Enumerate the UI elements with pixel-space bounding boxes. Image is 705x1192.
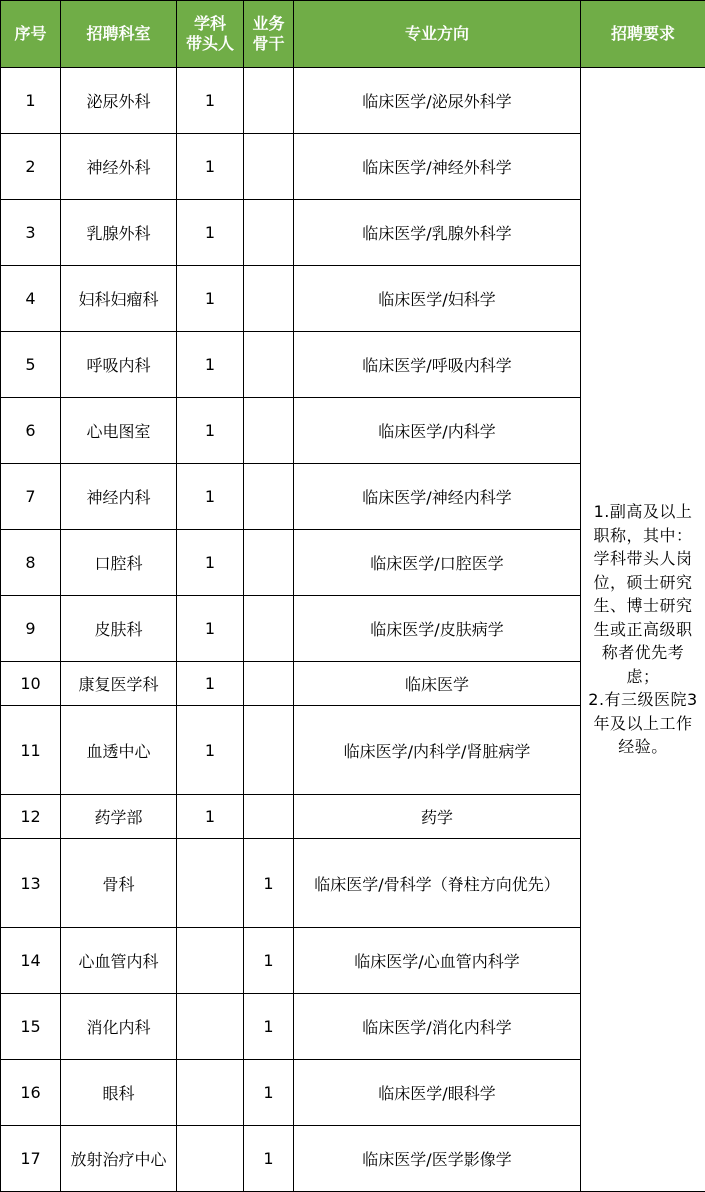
cell-no: 8 bbox=[1, 530, 61, 596]
cell-no: 10 bbox=[1, 662, 61, 706]
cell-no: 5 bbox=[1, 332, 61, 398]
cell-backbone: 1 bbox=[244, 928, 294, 994]
cell-dept: 神经内科 bbox=[61, 464, 177, 530]
cell-leader bbox=[177, 994, 244, 1060]
cell-dept: 呼吸内科 bbox=[61, 332, 177, 398]
cell-leader: 1 bbox=[177, 530, 244, 596]
cell-leader bbox=[177, 1060, 244, 1126]
cell-no: 12 bbox=[1, 795, 61, 839]
requirement-line: 职称，其中： bbox=[583, 524, 703, 548]
cell-leader: 1 bbox=[177, 662, 244, 706]
cell-dept: 药学部 bbox=[61, 795, 177, 839]
cell-dept: 放射治疗中心 bbox=[61, 1126, 177, 1192]
header-no: 序号 bbox=[1, 1, 61, 68]
requirement-line: 2.有三级医院3 bbox=[583, 688, 703, 712]
requirement-line: 1.副高及以上 bbox=[583, 500, 703, 524]
cell-dept: 康复医学科 bbox=[61, 662, 177, 706]
cell-dept: 心血管内科 bbox=[61, 928, 177, 994]
requirement-line: 称者优先考 bbox=[583, 641, 703, 665]
cell-no: 17 bbox=[1, 1126, 61, 1192]
cell-no: 15 bbox=[1, 994, 61, 1060]
cell-no: 7 bbox=[1, 464, 61, 530]
cell-leader: 1 bbox=[177, 398, 244, 464]
cell-no: 13 bbox=[1, 839, 61, 928]
cell-dept: 消化内科 bbox=[61, 994, 177, 1060]
header-dept: 招聘科室 bbox=[61, 1, 177, 68]
cell-dept: 骨科 bbox=[61, 839, 177, 928]
cell-no: 4 bbox=[1, 266, 61, 332]
header-backbone-line1: 业务 bbox=[244, 14, 293, 34]
cell-leader: 1 bbox=[177, 134, 244, 200]
requirement-line: 位，硕士研究 bbox=[583, 571, 703, 595]
table-row bbox=[1, 68, 705, 134]
cell-major: 临床医学/妇科学 bbox=[294, 266, 581, 332]
cell-no: 9 bbox=[1, 596, 61, 662]
cell-major: 临床医学/眼科学 bbox=[294, 1060, 581, 1126]
header-backbone-line2: 骨干 bbox=[244, 34, 293, 54]
header-leader bbox=[177, 1, 244, 68]
cell-backbone bbox=[244, 795, 294, 839]
cell-backbone bbox=[244, 134, 294, 200]
cell-major: 临床医学 bbox=[294, 662, 581, 706]
cell-backbone bbox=[244, 200, 294, 266]
cell-major: 临床医学/泌尿外科学 bbox=[294, 68, 581, 134]
requirement-line: 经验。 bbox=[583, 735, 703, 759]
cell-backbone: 1 bbox=[244, 1060, 294, 1126]
cell-backbone bbox=[244, 530, 294, 596]
cell-backbone bbox=[244, 266, 294, 332]
cell-backbone bbox=[244, 332, 294, 398]
cell-dept: 妇科妇瘤科 bbox=[61, 266, 177, 332]
cell-leader bbox=[177, 839, 244, 928]
cell-leader: 1 bbox=[177, 706, 244, 795]
cell-dept: 乳腺外科 bbox=[61, 200, 177, 266]
cell-no: 3 bbox=[1, 200, 61, 266]
cell-no: 11 bbox=[1, 706, 61, 795]
cell-leader bbox=[177, 1126, 244, 1192]
cell-major: 临床医学/内科学/肾脏病学 bbox=[294, 706, 581, 795]
cell-dept: 血透中心 bbox=[61, 706, 177, 795]
cell-dept: 眼科 bbox=[61, 1060, 177, 1126]
cell-backbone bbox=[244, 596, 294, 662]
cell-major: 临床医学/乳腺外科学 bbox=[294, 200, 581, 266]
cell-backbone: 1 bbox=[244, 839, 294, 928]
cell-major: 临床医学/医学影像学 bbox=[294, 1126, 581, 1192]
cell-dept: 泌尿外科 bbox=[61, 68, 177, 134]
header-row bbox=[1, 1, 705, 68]
cell-major: 临床医学/口腔医学 bbox=[294, 530, 581, 596]
cell-backbone: 1 bbox=[244, 1126, 294, 1192]
header-leader-line1: 学科 bbox=[177, 14, 243, 34]
cell-dept: 神经外科 bbox=[61, 134, 177, 200]
header-backbone bbox=[244, 1, 294, 68]
cell-no: 14 bbox=[1, 928, 61, 994]
cell-leader: 1 bbox=[177, 200, 244, 266]
cell-backbone: 1 bbox=[244, 994, 294, 1060]
cell-leader: 1 bbox=[177, 68, 244, 134]
cell-backbone bbox=[244, 464, 294, 530]
cell-no: 16 bbox=[1, 1060, 61, 1126]
cell-no: 2 bbox=[1, 134, 61, 200]
cell-major: 临床医学/消化内科学 bbox=[294, 994, 581, 1060]
requirement-line: 年及以上工作 bbox=[583, 712, 703, 736]
cell-major: 临床医学/内科学 bbox=[294, 398, 581, 464]
cell-backbone bbox=[244, 398, 294, 464]
cell-dept: 皮肤科 bbox=[61, 596, 177, 662]
cell-backbone bbox=[244, 706, 294, 795]
cell-major: 临床医学/神经外科学 bbox=[294, 134, 581, 200]
cell-leader bbox=[177, 928, 244, 994]
requirement-cell bbox=[581, 68, 705, 1192]
cell-major: 临床医学/神经内科学 bbox=[294, 464, 581, 530]
requirement-line: 虑； bbox=[583, 665, 703, 689]
cell-backbone bbox=[244, 662, 294, 706]
cell-leader: 1 bbox=[177, 795, 244, 839]
cell-leader: 1 bbox=[177, 464, 244, 530]
header-major: 专业方向 bbox=[294, 1, 581, 68]
cell-leader: 1 bbox=[177, 596, 244, 662]
header-requirement: 招聘要求 bbox=[581, 1, 705, 68]
cell-no: 1 bbox=[1, 68, 61, 134]
requirement-line: 学科带头人岗 bbox=[583, 547, 703, 571]
cell-major: 临床医学/骨科学（脊柱方向优先） bbox=[294, 839, 581, 928]
cell-major: 临床医学/心血管内科学 bbox=[294, 928, 581, 994]
cell-major: 临床医学/呼吸内科学 bbox=[294, 332, 581, 398]
requirement-line: 生、博士研究 bbox=[583, 594, 703, 618]
cell-backbone bbox=[244, 68, 294, 134]
cell-major: 药学 bbox=[294, 795, 581, 839]
header-leader-line2: 带头人 bbox=[177, 34, 243, 54]
cell-leader: 1 bbox=[177, 266, 244, 332]
cell-major: 临床医学/皮肤病学 bbox=[294, 596, 581, 662]
requirement-line: 生或正高级职 bbox=[583, 618, 703, 642]
cell-no: 6 bbox=[1, 398, 61, 464]
cell-dept: 口腔科 bbox=[61, 530, 177, 596]
cell-leader: 1 bbox=[177, 332, 244, 398]
cell-dept: 心电图室 bbox=[61, 398, 177, 464]
